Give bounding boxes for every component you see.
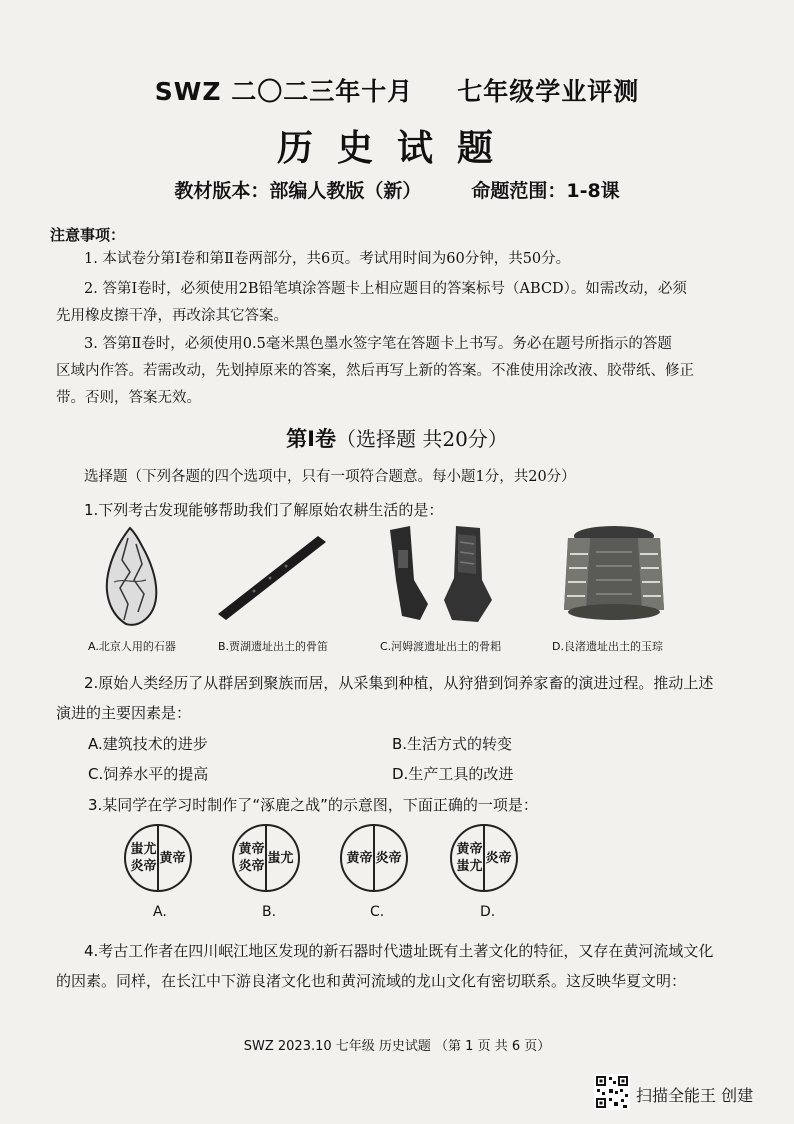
bone-flute-icon (214, 530, 330, 622)
q3-diagram-c-left (342, 826, 374, 890)
q2-option-d: D.生产工具的改进 (392, 765, 514, 783)
q3-stem: 3.某同学在学习时制作了“涿鹿之战”的示意图，下面正确的一项是： (88, 796, 538, 814)
section-1-subtitle: （选择题 共20分） (336, 427, 508, 451)
q2-option-c: C.饲养水平的提高 (88, 765, 209, 783)
q3-diagram-b-left-top: 黄帝 (238, 842, 265, 857)
notice-item-2-line-2: 先用橡皮擦干净，再改涂其它答案。 (56, 308, 288, 324)
section-1-instructions: 选择题（下列各题的四个选项中，只有一项符合题意。每小题1分，共20分） (84, 469, 576, 485)
q3-diagram-b-right-text: 蚩尤 (267, 850, 294, 866)
section-1-name: 第Ⅰ卷 (286, 427, 336, 451)
q3-diagram-c-left-top: 黄帝 (346, 850, 373, 866)
q3-diagram-d (450, 824, 518, 892)
q3-diagram-a (124, 824, 192, 892)
q3-diagram-a-left-bottom: 炎帝 (130, 859, 157, 874)
q3-diagram-b-label: B. (262, 904, 277, 920)
q3-diagram-c-right-text: 炎帝 (375, 850, 402, 866)
q2-stem-line-1: 2.原始人类经历了从群居到聚族而居，从采集到种植，从狩猎到饲养家畜的演进过程。推动上述 (84, 674, 714, 692)
q4-stem-line-2: 的因素。同样，在长江中下游良渚文化也和黄河流域的龙山文化有密切联系。这反映华夏文明： (56, 972, 687, 990)
q1-option-b-caption: B.贾湖遗址出土的骨笛 (218, 640, 329, 653)
q2-option-b: B.生活方式的转变 (392, 735, 513, 753)
notice-item-3-line-1: 3. 答第Ⅱ卷时，必须使用0.5毫米黑色墨水签字笔在答题卡上书写。务必在题号所指示的答题 (84, 336, 672, 352)
q1-stem: 1.下列考古发现能够帮助我们了解原始农耕生活的是： (84, 501, 444, 519)
bone-spade-icon (384, 520, 496, 632)
q3-diagram-d-left-top: 黄帝 (456, 842, 483, 857)
scanner-watermark: 扫描全能王 创建 (636, 1086, 754, 1105)
jade-cong-icon (556, 522, 672, 626)
q2-option-a: A.建筑技术的进步 (88, 735, 208, 753)
scope-text: 命题范围：1-8课 (471, 180, 620, 202)
section-1-title (0, 423, 794, 453)
notice-item-3-line-2: 区域内作答。若需改动，先划掉原来的答案，然后再写上新的答案。不准使用涂改液、胶带纸、修正 (56, 363, 694, 379)
q3-diagram-c-label: C. (370, 904, 385, 920)
notice-item-1: 1. 本试卷分第Ⅰ卷和第Ⅱ卷两部分，共6页。考试用时间为60分钟，共50分。 (84, 251, 571, 267)
stone-tool-icon (100, 524, 162, 628)
notice-heading: 注意事项： (50, 226, 126, 244)
subject-title: 历史试题 (276, 128, 517, 169)
q3-diagram-c-right (374, 826, 406, 890)
q3-diagram-a-label: A. (153, 904, 167, 920)
notice-item-3-line-3: 带。否则，答案无效。 (56, 390, 201, 406)
q2-stem-line-2: 演进的主要因素是： (56, 704, 192, 722)
exam-title-right: 七年级学业评测 (457, 77, 640, 106)
q3-diagram-b (232, 824, 300, 892)
exam-title (0, 72, 794, 108)
q3-diagram-d-label: D. (480, 904, 496, 920)
q3-diagram-a-right (158, 826, 190, 890)
q3-diagram-a-left-top: 蚩尤 (130, 842, 157, 857)
q3-diagram-d-right-text: 炎帝 (485, 850, 512, 866)
q3-diagram-c (340, 824, 408, 892)
exam-title-left: SWZ 二〇二三年十月 (154, 77, 414, 106)
edition-line (0, 176, 794, 203)
q1-option-c-caption: C.河姆渡遗址出土的骨耜 (380, 640, 502, 653)
q1-option-a-caption: A.北京人用的石器 (88, 640, 176, 653)
q3-diagram-b-right (266, 826, 298, 890)
q1-option-d-caption: D.良渚遗址出土的玉琮 (552, 640, 663, 653)
q3-diagram-d-left (452, 826, 484, 890)
page-footer: SWZ 2023.10 七年级 历史试题 （第 1 页 共 6 页） (243, 1039, 551, 1054)
q4-stem-line-1: 4.考古工作者在四川岷江地区发现的新石器时代遗址既有土著文化的特征，又存在黄河流域文化 (84, 942, 714, 960)
q3-diagram-b-left (234, 826, 266, 890)
q3-diagram-d-left-bottom: 蚩尤 (456, 859, 483, 874)
q3-diagram-a-left (126, 826, 158, 890)
qr-code-icon (594, 1074, 630, 1110)
notice-item-2-line-1: 2. 答第Ⅰ卷时，必须使用2B铅笔填涂答题卡上相应题目的答案标号（ABCD）。如需改动，必须 (84, 281, 687, 297)
q3-diagram-d-right (484, 826, 516, 890)
q3-diagram-b-left-bottom: 炎帝 (238, 859, 265, 874)
edition-text: 教材版本：部编人教版（新） (174, 180, 422, 202)
q3-diagram-a-right-text: 黄帝 (159, 850, 186, 866)
